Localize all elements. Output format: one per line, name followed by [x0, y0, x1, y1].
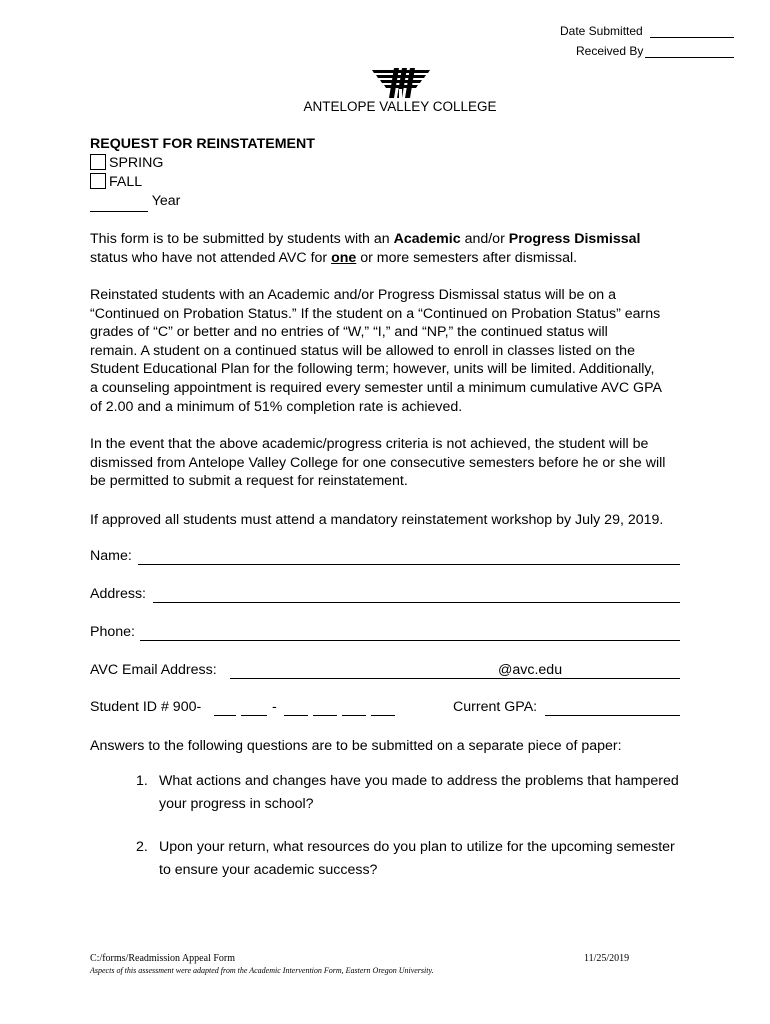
fall-label: FALL	[109, 174, 143, 190]
question-2-number: 2.	[136, 839, 148, 855]
college-name: ANTELOPE VALLEY COLLEGE	[303, 99, 497, 114]
name-label: Name:	[90, 548, 132, 564]
footer-note: Aspects of this assessment were adapted from the Academic Intervention Form, Eastern Oregon University.	[90, 966, 434, 975]
student-id-digit-5[interactable]	[342, 715, 366, 716]
student-id-digit-4[interactable]	[313, 715, 337, 716]
spring-checkbox[interactable]	[90, 154, 106, 170]
email-label: AVC Email Address:	[90, 662, 217, 678]
question-2: Upon your return, what resources do you plan to utilize for the upcoming semester to ensure your academic success?	[159, 839, 675, 878]
received-by-label: Received By	[576, 44, 644, 58]
gpa-label: Current GPA:	[453, 699, 538, 715]
year-label: Year	[151, 193, 181, 209]
address-label: Address:	[90, 586, 146, 602]
spring-option[interactable]	[90, 154, 163, 173]
footer-date: 11/25/2019	[584, 953, 630, 964]
question-1-number: 1.	[136, 773, 148, 789]
email-input-line[interactable]	[230, 678, 680, 679]
phone-label: Phone:	[90, 624, 135, 640]
intro-paragraph: This form is to be submitted by students with an Academic and/or Progress Dismissal status who have not attended AVC for one or more semesters after dismissal.	[90, 231, 641, 266]
questions-intro: Answers to the following questions are to be submitted on a separate piece of paper:	[90, 738, 622, 754]
fall-checkbox[interactable]	[90, 173, 106, 189]
date-submitted-label: Date Submitted	[560, 24, 643, 38]
name-input-line[interactable]	[138, 564, 680, 565]
probation-paragraph: Reinstated students with an Academic and/or Progress Dismissal status will be on a “Continued on Probation Status.” If the student on a “Continued on Probation Status” earns grades of “C” or better and no entries of “W,” “I,” and “NP,” the continued status will remain. A student on a continued status will be allowed to enroll in classes listed on the Student Educational Plan for the following term; however, units will be limited. Additionally, a counseling appointment is required every semester until a minimum cumulative AVC GPA of 2.00 and a minimum of 51% completion rate is achieved.	[90, 287, 662, 415]
address-input-line[interactable]	[153, 602, 680, 603]
year-field[interactable]	[90, 192, 180, 212]
fall-option[interactable]	[90, 173, 142, 192]
year-input-line[interactable]	[90, 192, 148, 212]
student-id-digit-1[interactable]	[214, 715, 236, 716]
student-id-digit-3[interactable]	[284, 715, 308, 716]
student-id-digit-2[interactable]	[241, 715, 267, 716]
question-1: What actions and changes have you made to address the problems that hampered your progress in school?	[159, 773, 679, 812]
dismissal-paragraph: In the event that the above academic/progress criteria is not achieved, the student will be dismissed from Antelope Valley College for one consecutive semesters before he or she will be permitted to submit a request for reinstatement.	[90, 436, 666, 490]
form-title: REQUEST FOR REINSTATEMENT	[90, 136, 315, 152]
phone-input-line[interactable]	[140, 640, 680, 641]
college-logo-icon	[368, 67, 434, 99]
email-suffix: @avc.edu	[498, 662, 563, 678]
student-id-dash: -	[272, 699, 277, 715]
date-submitted-field[interactable]	[650, 37, 734, 38]
workshop-paragraph: If approved all students must attend a mandatory reinstatement workshop by July 29, 2019.	[90, 512, 664, 528]
student-id-label: Student ID # 900-	[90, 699, 202, 715]
footer-path: C:/forms/Readmission Appeal Form	[90, 953, 235, 964]
student-id-digit-6[interactable]	[371, 715, 395, 716]
received-by-field[interactable]	[645, 57, 734, 58]
gpa-input-line[interactable]	[545, 715, 680, 716]
spring-label: SPRING	[109, 155, 164, 171]
